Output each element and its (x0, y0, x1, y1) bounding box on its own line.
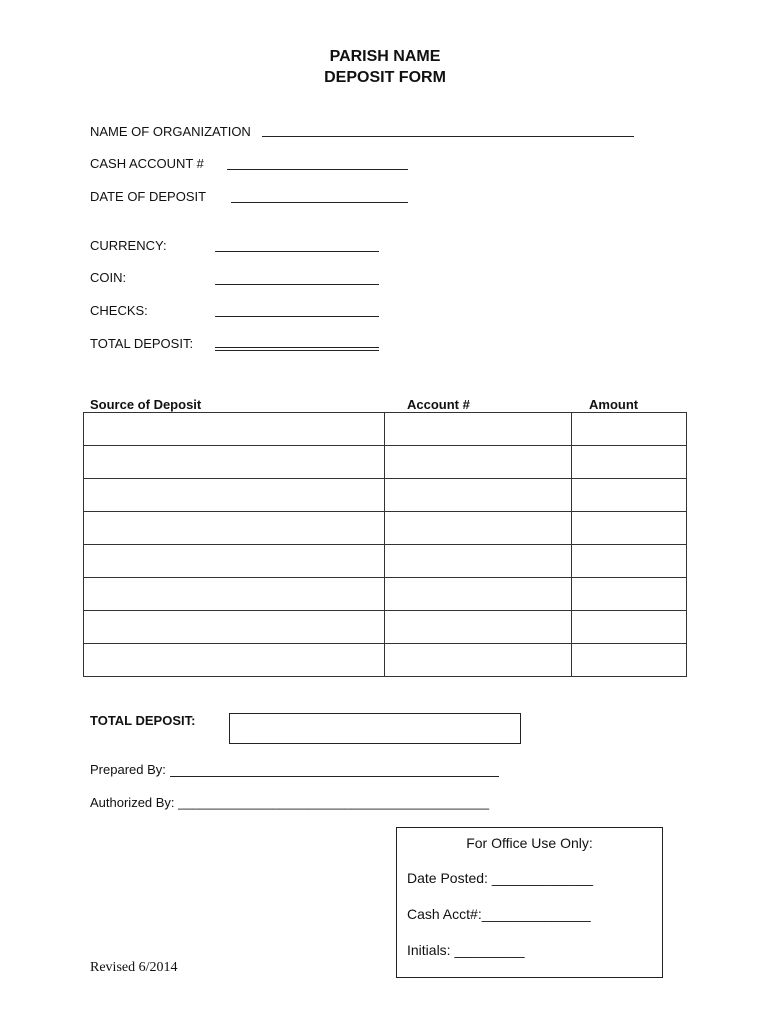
date-posted-field[interactable]: Date Posted: _____________ (407, 870, 594, 886)
account-cell[interactable] (385, 512, 572, 545)
source-cell[interactable] (84, 446, 385, 479)
amount-cell[interactable] (572, 512, 687, 545)
account-cell[interactable] (385, 545, 572, 578)
organization-label: NAME OF ORGANIZATION (90, 124, 251, 139)
checks-field[interactable] (215, 316, 379, 317)
source-cell[interactable] (84, 611, 385, 644)
authorized-by-field[interactable]: Authorized By: ___________________________________________ (90, 795, 490, 810)
total-deposit-footer-label: TOTAL DEPOSIT: (90, 713, 196, 728)
office-use-box (396, 827, 663, 978)
source-cell[interactable] (84, 479, 385, 512)
currency-label: CURRENCY: (90, 238, 167, 253)
parish-name: PARISH NAME (329, 48, 441, 65)
amount-cell[interactable] (572, 413, 687, 446)
table-row (84, 644, 687, 677)
source-cell[interactable] (84, 644, 385, 677)
coin-label: COIN: (90, 270, 127, 285)
amount-cell[interactable] (572, 545, 687, 578)
date-label: DATE OF DEPOSIT (90, 189, 207, 204)
coin-field[interactable] (215, 284, 379, 285)
table-row (84, 479, 687, 512)
table-row (84, 446, 687, 479)
total-deposit-field[interactable] (215, 347, 379, 351)
source-cell[interactable] (84, 545, 385, 578)
table-row (84, 512, 687, 545)
amount-cell[interactable] (572, 479, 687, 512)
account-cell[interactable] (385, 446, 572, 479)
prepared-by-label: Prepared By: (90, 762, 166, 777)
date-field[interactable] (231, 202, 408, 203)
cash-acct-field[interactable]: Cash Acct#:______________ (407, 906, 591, 922)
account-cell[interactable] (385, 479, 572, 512)
amount-cell[interactable] (572, 446, 687, 479)
currency-field[interactable] (215, 251, 379, 252)
checks-label: CHECKS: (90, 303, 148, 318)
office-use-title: For Office Use Only: (466, 835, 593, 851)
account-cell[interactable] (385, 413, 572, 446)
col-amount-header: Amount (589, 397, 639, 412)
table-row (84, 611, 687, 644)
organization-field[interactable] (262, 136, 634, 137)
amount-cell[interactable] (572, 644, 687, 677)
cash-account-label: CASH ACCOUNT # (90, 156, 204, 171)
account-cell[interactable] (385, 644, 572, 677)
total-deposit-box[interactable] (229, 713, 521, 744)
account-cell[interactable] (385, 611, 572, 644)
source-cell[interactable] (84, 413, 385, 446)
total-deposit-label: TOTAL DEPOSIT: (90, 336, 194, 351)
prepared-by-field[interactable] (170, 776, 499, 777)
source-cell[interactable] (84, 578, 385, 611)
deposit-table (83, 412, 687, 677)
source-cell[interactable] (84, 512, 385, 545)
table-row (84, 545, 687, 578)
form-title: DEPOSIT FORM (324, 69, 446, 86)
initials-field[interactable]: Initials: _________ (407, 942, 525, 958)
amount-cell[interactable] (572, 578, 687, 611)
col-account-header: Account # (407, 397, 470, 412)
revised-date: Revised 6/2014 (90, 960, 178, 975)
amount-cell[interactable] (572, 611, 687, 644)
account-cell[interactable] (385, 578, 572, 611)
table-row (84, 578, 687, 611)
cash-account-field[interactable] (227, 169, 408, 170)
col-source-header: Source of Deposit (90, 397, 202, 412)
table-row (84, 413, 687, 446)
